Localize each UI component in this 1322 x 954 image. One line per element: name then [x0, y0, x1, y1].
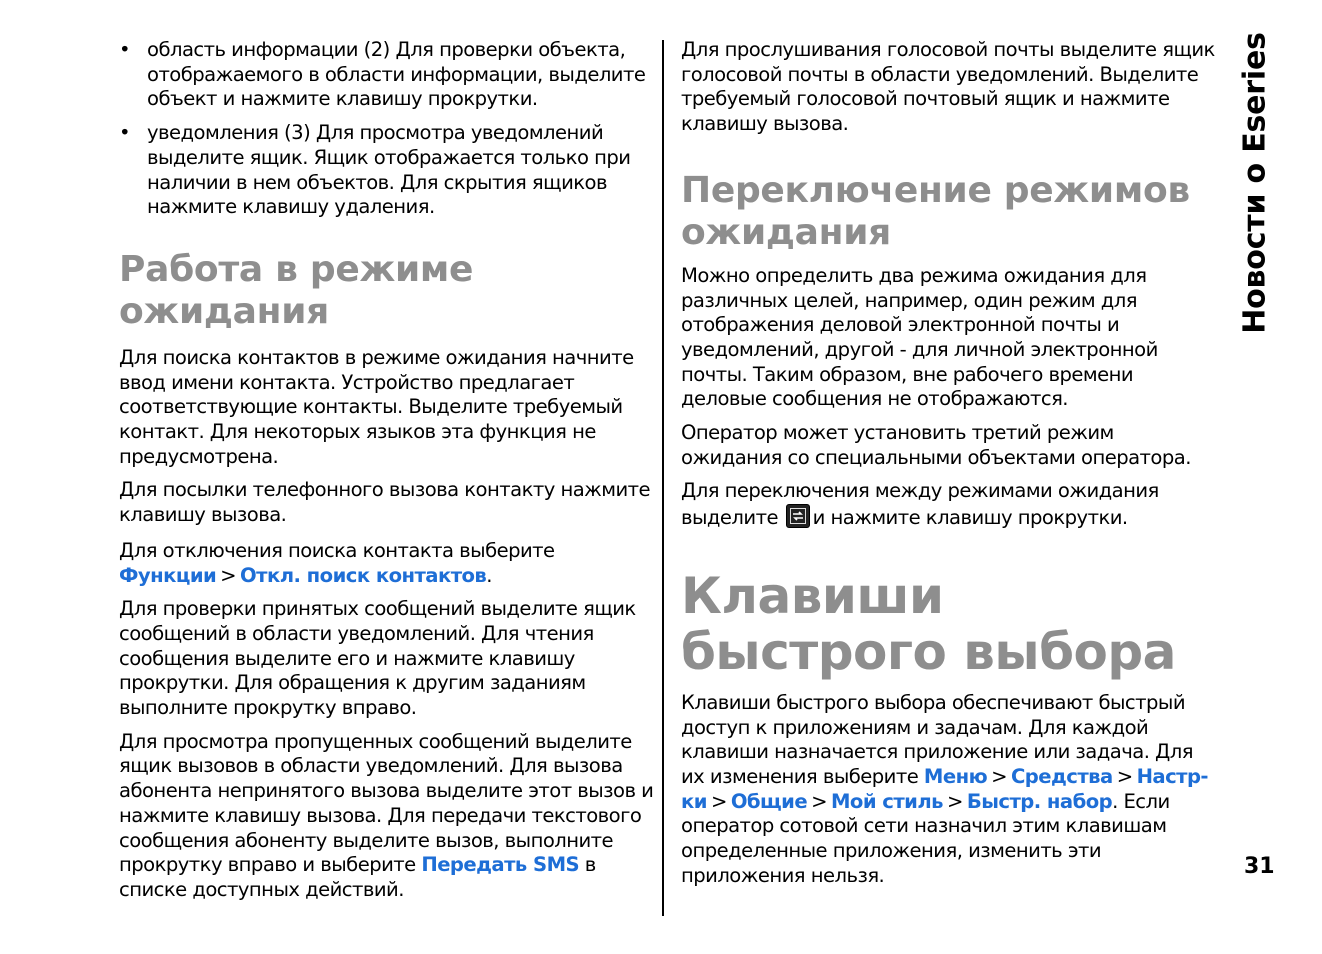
bullet-list — [119, 38, 654, 220]
right-column — [681, 38, 1216, 897]
column-divider — [662, 40, 664, 916]
paragraph-text: . Если оператор сотовой сети назначил этим клавишам определенные приложения, изменить эти приложения нельзя. — [681, 789, 1170, 887]
paragraph-text: Для отключения поиска контакта выберите — [119, 538, 555, 562]
list-item — [119, 38, 654, 112]
menu-link-my-style[interactable]: Мой стиль — [830, 789, 943, 813]
menu-link-menu[interactable]: Меню — [923, 764, 988, 788]
paragraph — [681, 479, 1216, 530]
menu-link-functions[interactable]: Функции — [119, 563, 217, 587]
paragraph — [119, 730, 654, 903]
menu-link-speed-dial[interactable]: Быстр. набор — [966, 789, 1113, 813]
list-item-text: область информации (2) Для проверки объекта, отображаемого в области информации, выделите объект и нажмите клавишу прокрутки. — [147, 38, 646, 111]
path-separator: > — [991, 764, 1007, 788]
paragraph-text: Для переключения между режимами ожидания выделите — [681, 479, 1159, 530]
chapter-side-title — [1224, 32, 1286, 334]
paragraph-text: в списке доступных действий. — [119, 853, 596, 901]
menu-link-disable-contact-search[interactable]: Откл. поиск контактов — [240, 563, 487, 587]
menu-link-settings[interactable]: Настр-ки — [681, 764, 1209, 813]
paragraph-text: Клавиши быстрого выбора обеспечивают быстрый доступ к приложениям и задачам. Для каждой клавиши назначается приложение или задача. Для их изменения выберите — [681, 690, 1194, 788]
paragraph: Для поиска контактов в режиме ожидания начните ввод имени контакта. Устройство предлагает соответствующие контакты. Выделите требуемый контакт. Для некоторых языков эта функция не предусмотрена. — [119, 345, 634, 468]
section-heading-switch-modes: Переключение режимов ожидания — [681, 169, 1190, 253]
path-separator: > — [811, 789, 827, 813]
path-separator: > — [710, 789, 727, 813]
paragraph-text: и нажмите клавишу прокрутки. — [812, 506, 1128, 530]
menu-link-send-sms[interactable]: Передать SMS — [421, 853, 580, 877]
list-item — [119, 121, 654, 220]
menu-link-general[interactable]: Общие — [730, 789, 808, 813]
section-heading-shortcut-keys: Клавиши быстрого выбора — [681, 566, 1176, 681]
paragraph: Оператор может установить третий режим ожидания со специальными объектами оператора. — [681, 421, 1191, 469]
bullet-icon: • — [119, 38, 131, 61]
punctuation: . — [486, 563, 492, 587]
paragraph: Для посылки телефонного вызова контакту нажмите клавишу вызова. — [119, 478, 651, 527]
page-number: 31 — [1244, 854, 1275, 879]
path-separator: > — [946, 789, 963, 813]
chapter-title-text: Новости о Eseries — [1237, 32, 1273, 334]
bullet-icon: • — [119, 121, 131, 145]
paragraph — [681, 691, 1216, 889]
paragraph-text: Для просмотра пропущенных сообщений выделите ящик вызовов в области уведомлений. Для вызова абонента непринятого вызова выделите этот вызов и нажмите клавишу вызова. Для передачи текстового сообщения абоненту выделите вызов, выполните прокрутку вправо и выберите — [119, 729, 654, 877]
left-column — [119, 38, 654, 912]
paragraph: Можно определить два режима ожидания для различных целей, например, один режим для отображения деловой электронной почты и уведомлений, другой - для личной электронной почты. Таким образом, вне рабочего времени деловые сообщения не отображаются. — [681, 263, 1158, 411]
path-separator: > — [1116, 764, 1133, 788]
list-item-text: уведомления (3) Для просмотра уведомлений выделите ящик. Ящик отображается только при наличии в нем объектов. Для скрытия ящиков нажмите клавишу удаления. — [147, 121, 631, 219]
paragraph — [119, 539, 654, 588]
menu-link-tools[interactable]: Средства — [1010, 764, 1113, 788]
paragraph: Для проверки принятых сообщений выделите ящик сообщений в области уведомлений. Для чтения сообщения выделите его и нажмите клавишу прокрутки. Для обращения к другим заданиям выполните прокрутку вправо. — [119, 597, 636, 720]
paragraph: Для прослушивания голосовой почты выделите ящик голосовой почты в области уведомлений. Выделите требуемый голосовой почтовый ящик и нажмите клавишу вызова. — [681, 38, 1215, 136]
path-separator: > — [220, 563, 237, 587]
section-heading-standby: Работа в режиме ожидания — [119, 248, 474, 332]
switch-mode-icon — [786, 504, 810, 528]
